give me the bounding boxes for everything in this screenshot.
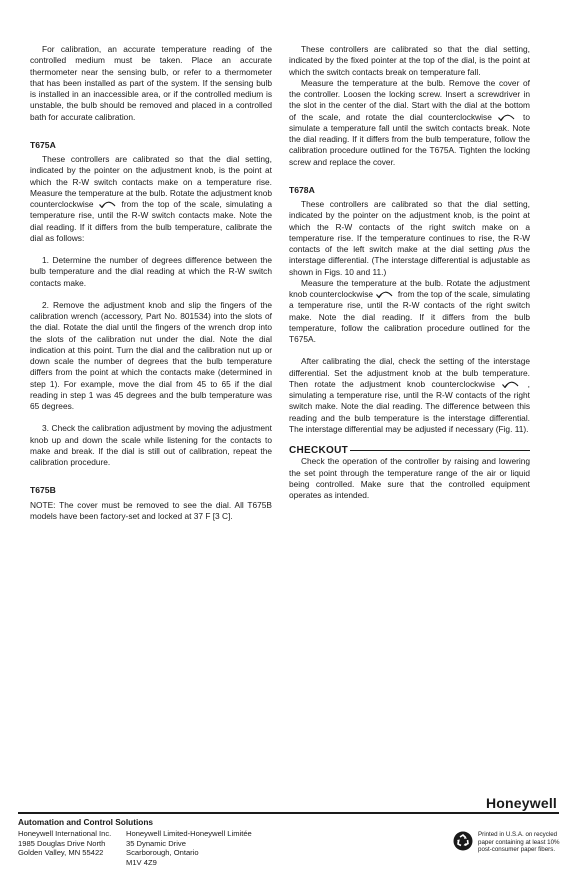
t678a-p2-before-arrow: Measure the temperature at the bulb. Rotate the adjustment knob counterclockwise — [289, 277, 530, 299]
t678a-paragraph-3 — [289, 356, 530, 435]
right-column — [289, 44, 530, 501]
t678a-text-b: the interstage differential. (The interstage differential is adjustable as shown in Figs. 10 and 11.) — [289, 244, 530, 277]
counterclockwise-arrow-icon — [375, 290, 395, 298]
section-heading-t678a: T678A — [289, 184, 315, 195]
t678a-p3-before-arrow: After calibrating the dial, check the setting of the interstage differential. Set the adjustment knob at the bulb temperature. Then rotate the adjustment knob counterclockwise — [289, 356, 530, 389]
t678a-p3-after-arrow: , simulating a temperature rise, until the R-W contacts of the right switch make. Note the dial reading. The difference between this reading and the bulb temperature is the interstage differential. The interstage differential may be adjusted if necessary (Fig. 11). — [289, 378, 530, 434]
section-heading-t675b: T675B — [30, 485, 56, 496]
counterclockwise-arrow-icon — [497, 113, 517, 121]
t678a-emphasis-plus: plus — [498, 244, 514, 254]
checkout-heading-row — [289, 445, 530, 456]
counterclockwise-arrow-icon — [501, 380, 521, 388]
address-line: M1V 4Z9 — [126, 857, 157, 867]
left-column — [30, 44, 272, 522]
recycle-note-line: paper containing at least 10% — [478, 838, 560, 846]
checkout-paragraph: Check the operation of the controller by raising and lowering the set point through the temperature range of the air or liquid being controlled. Make sure that the controlled equipment operates as intended. — [289, 456, 530, 500]
recycle-symbol-icon — [453, 831, 473, 851]
t675a-text-before-arrow: These controllers are calibrated so that the dial setting, indicated by the pointer on the adjustment knob, is the point at which the R-W switch contacts make on a temperature rise. Measure the temperature at the bulb. Rotate the adjustment knob counterclockwise — [30, 154, 272, 209]
address-us — [18, 829, 111, 858]
address-line: 1985 Douglas Drive North — [18, 838, 106, 848]
note-text: The cover must be removed to see the dial. All T675B models have been factory-set and locked at 37 F [3 C]. — [30, 499, 272, 521]
footer-divider — [18, 812, 559, 814]
t675a-paragraph — [30, 154, 272, 244]
t675b-paragraph-2 — [289, 78, 530, 168]
address-line: Golden Valley, MN 55422 — [18, 848, 104, 858]
note-label: NOTE: — [30, 499, 56, 510]
recycle-note-line: Printed in U.S.A. on recycled — [478, 831, 558, 838]
address-line: Scarborough, Ontario — [126, 848, 199, 858]
checkout-divider — [350, 450, 530, 452]
recycled-paper-note — [478, 831, 560, 854]
recycle-note-line: post-consumer paper fibers. — [478, 846, 556, 854]
t675b-paragraph-1: These controllers are calibrated so that the dial setting, indicated by the fixed pointer at the top of the dial, is the point at which the switch contacts break on temperature fall. — [289, 44, 530, 77]
t678a-paragraph-2 — [289, 278, 530, 346]
address-line: Honeywell International Inc. — [18, 829, 112, 838]
t675b-text-before-arrow: Measure the temperature at the bulb. Remove the cover of the controller. Loosen the locking screw. Insert a screwdriver in the slot in the center of the dial. Start with the dial at the bottom of the scale, and rotate the dial counterclockwise — [289, 77, 530, 122]
t675a-step-3: 3. Check the calibration adjustment by moving the adjustment knob up and down the scale while listening for the contacts to make and break. If the dial is still out of calibration, repeat the calibration procedure. — [30, 423, 272, 467]
t678a-paragraph-1 — [289, 199, 530, 278]
t678a-text-a: These controllers are calibrated so that the dial setting, indicated by the pointer on the adjustment knob, is the point at which the R-W contacts of the right switch make on a temperature rise. If the temperature continues to rise, the R-W contacts of the left switch make at the dial setting — [289, 199, 530, 254]
t675a-step-2: 2. Remove the adjustment knob and slip the fingers of the calibration wrench (accessory, Part No. 801534) into the slots of the dial. Rotate the dial until the fingers of the wrench drop into the slots of the calibration nut under the dial. Note the dial indication at this point. Turn the dial and the calibration nut up or down scale the number of degrees that the bulb temperature differs from the point at which the contacts make (determined in step 1). For example, move the dial from 45 to 65 if the dial reading in step 1 was 45 degrees and the bulb temperature was 65 degrees. — [30, 299, 272, 411]
checkout-heading: CHECKOUT — [289, 445, 349, 456]
t675a-step-1: 1. Determine the number of degrees difference between the bulb temperature and the dial reading at which the R-W switch contacts make. — [30, 255, 272, 288]
t678a-p2-after-arrow: from the top of the scale, simulating a temperature rise, until the R-W contacts of the right switch make. Note the dial reading. If it differs from the bulb temperature, follow the calibration procedure outlined for the T675A. — [289, 289, 531, 344]
t675b-text-after-arrow: to simulate a temperature fall until the switch contacts break. Note the dial reading. If it differs from the bulb temperature, follow the calibration procedure outlined for the T675A. Tighten the locking screw and replace the cover. — [289, 111, 530, 167]
intro-paragraph: For calibration, an accurate temperature reading of the controlled medium must be taken. Place an accurate thermometer near the sensing bulb, or refer to a thermometer that has been installed as part of the system. If the sensing bulb is installed in an inaccessible area, or if the controlled medium is unstable, the bulb should be removed and placed in a controlled bath for accurate calibration. — [30, 44, 272, 122]
division-name: Automation and Control Solutions — [18, 817, 154, 827]
address-line: Honeywell Limited-Honeywell Limitée — [126, 829, 252, 838]
counterclockwise-arrow-icon — [98, 200, 118, 208]
honeywell-logo: Honeywell — [485, 795, 557, 811]
address-line: 35 Dynamic Drive — [126, 838, 186, 848]
t675a-text-after-arrow: from the top of the scale, simulating a temperature rise, until the R-W switch contacts make. Note the dial reading. If it differs from the bulb temperature, calibrate the dial as follows: — [30, 199, 272, 243]
section-heading-t675a: T675A — [30, 139, 56, 150]
address-canada — [126, 829, 252, 867]
t675b-note — [30, 500, 272, 523]
